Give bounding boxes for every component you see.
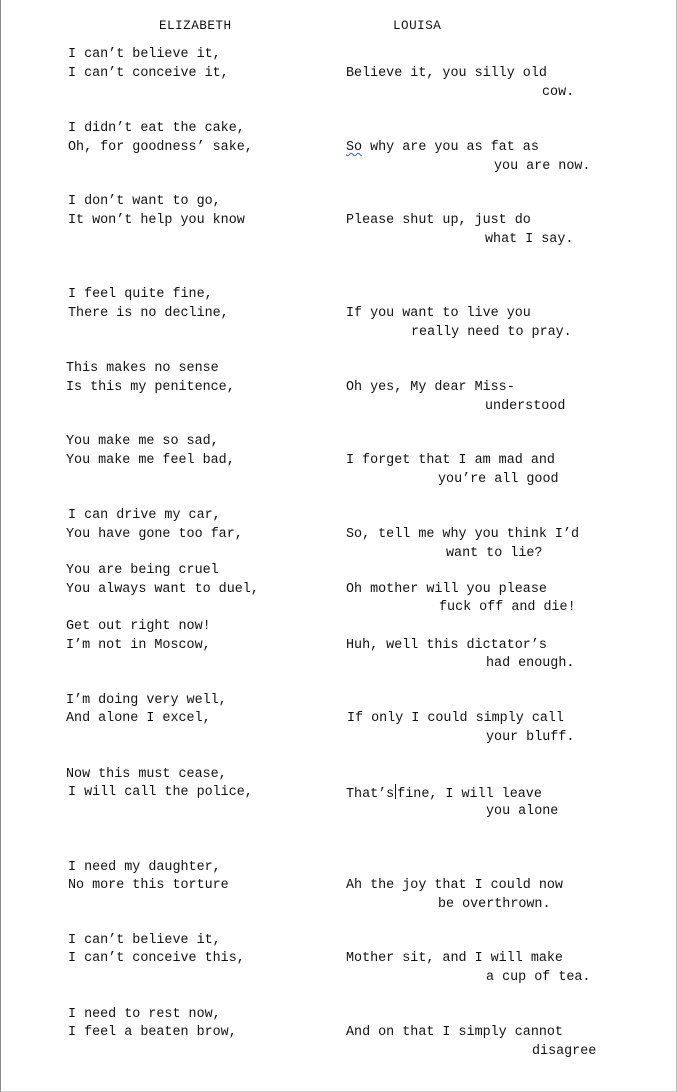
louisa-line: Please shut up, just do [346,213,531,228]
elizabeth-line: No more this torture [68,878,229,893]
louisa-line: be overthrown. [438,897,551,912]
louisa-line: you’re all good [438,472,559,487]
louisa-line [346,784,542,804]
louisa-line: Mother sit, and I will make [346,951,563,966]
louisa-line: a cup of tea. [486,970,591,985]
elizabeth-line: You make me feel bad, [66,453,235,468]
elizabeth-line: I can’t conceive this, [68,951,245,966]
elizabeth-line: I can’t believe it, [68,47,221,62]
elizabeth-line: You make me so sad, [66,434,219,449]
louisa-line: If only I could simply call [347,711,564,726]
louisa-line: want to lie? [446,546,543,561]
elizabeth-line: I can’t conceive it, [68,66,229,81]
louisa-line [346,139,539,157]
louisa-line: cow. [542,85,575,100]
elizabeth-line: I can drive my car, [68,508,221,523]
louisa-line: you alone [486,804,559,819]
elizabeth-line: I need my daughter, [68,860,221,875]
elizabeth-line: I can’t believe it, [68,933,221,948]
louisa-line: Believe it, you silly old [346,66,547,81]
louisa-line: fuck off and die! [439,600,576,615]
elizabeth-line: It won’t help you know [68,213,245,228]
elizabeth-line: This makes no sense [66,361,219,376]
elizabeth-line: I didn’t eat the cake, [68,121,245,136]
louisa-line: disagree [532,1044,597,1059]
elizabeth-line: Get out right now! [66,619,211,634]
elizabeth-line: Is this my penitence, [66,380,235,395]
louisa-line: what I say. [485,232,574,247]
elizabeth-line: You have gone too far, [66,527,243,542]
elizabeth-line: I will call the police, [68,785,253,800]
spellcheck-underline: So [346,140,363,155]
louisa-line-start: That’s [346,787,395,802]
elizabeth-line: I feel quite fine, [68,287,213,302]
louisa-line: So, tell me why you think I’d [346,527,580,542]
louisa-line: you are now. [494,159,591,174]
elizabeth-line: Now this must cease, [66,767,227,782]
header-elizabeth: ELIZABETH [159,19,232,33]
elizabeth-line: I don’t want to go, [68,194,221,209]
elizabeth-line: I’m doing very well, [66,693,227,708]
elizabeth-line: You are being cruel [66,563,219,578]
elizabeth-line: I need to rest now, [68,1007,221,1022]
louisa-line: I forget that I am mad and [346,453,555,468]
louisa-line: really need to pray. [411,325,572,340]
elizabeth-line: Oh, for goodness’ sake, [68,140,253,155]
louisa-line: And on that I simply cannot [346,1025,563,1040]
louisa-line: If you want to live you [346,306,531,321]
louisa-line: Ah the joy that I could now [346,878,563,893]
louisa-line: Huh, well this dictator’s [346,638,547,653]
header-louisa: LOUISA [393,19,442,33]
louisa-line: Oh yes, My dear Miss- [346,380,515,395]
elizabeth-line: And alone I excel, [66,711,211,726]
louisa-line: had enough. [486,656,575,671]
louisa-line: Oh mother will you please [346,582,547,597]
louisa-line-end: fine, I will leave [397,787,542,802]
elizabeth-line: I feel a beaten brow, [68,1025,237,1040]
louisa-line: understood [485,399,566,414]
louisa-line: your bluff. [486,730,575,745]
louisa-line-rest: why are you as fat as [362,140,539,155]
elizabeth-line: There is no decline, [68,306,229,321]
elizabeth-line: You always want to duel, [66,582,259,597]
elizabeth-line: I’m not in Moscow, [66,638,211,653]
